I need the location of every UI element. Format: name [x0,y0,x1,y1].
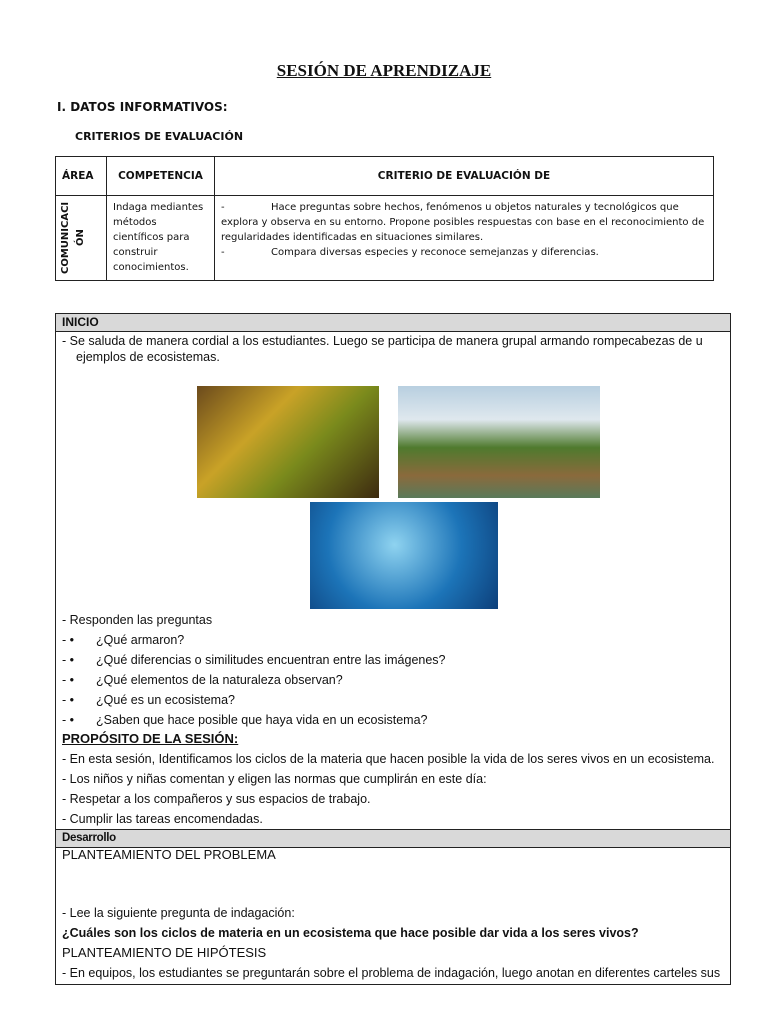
header-criterio: CRITERIO DE EVALUACIÓN DE [215,157,714,196]
question-item: ¿Qué armaron? [96,633,185,647]
responden-text: - Responden las preguntas [62,613,213,627]
hipotesis-text: - En equipos, los estudiantes se preguntarán sobre el problema de indagación, luego anotan en diferentes carteles sus [62,966,721,980]
evaluation-table [55,156,714,281]
header-area: ÁREA [56,157,107,196]
section-heading: I. DATOS INFORMATIVOS: [57,100,228,114]
savanna-ecosystem-image [398,386,600,498]
bullet: - • [62,633,75,647]
page-title: SESIÓN DE APRENDIZAJE [276,61,492,80]
question-item: ¿Qué elementos de la naturaleza observan? [96,673,343,687]
question-item: ¿Qué es un ecosistema? [96,693,235,707]
question-item: ¿Saben que hace posible que haya vida en un ecosistema? [96,713,428,727]
inquiry-question: ¿Cuáles son los ciclos de materia en un ecosistema que hace posible dar vida a los seres vivos? [62,926,639,940]
area-cell: COMUNICACIÓN [60,201,86,275]
proposito-title: PROPÓSITO DE LA SESIÓN: [62,731,239,746]
competencia-cell: Indaga mediantes métodos científicos para construir conocimientos. [107,196,215,281]
inicio-header: INICIO [56,314,730,332]
marine-ecosystem-image [310,502,498,609]
forest-ecosystem-image [197,386,379,498]
bullet: - • [62,653,75,667]
problema-title: PLANTEAMIENTO DEL PROBLEMA [62,847,276,862]
proposito-item: - En esta sesión, Identificamos los ciclos de la materia que hacen posible la vida de los seres vivos en un ecosistema. [62,752,715,766]
proposito-item: - Los niños y niñas comentan y eligen las normas que cumplirán en este día: [62,772,487,786]
session-box [55,313,731,985]
criterio-item: Compara diversas especies y reconoce semejanzas y diferencias. [271,247,599,258]
bullet: - • [62,713,75,727]
criterio-cell: - Hace preguntas sobre hechos, fenómenos u objetos naturales y tecnológicos que explora y observa en su entorno. Propone posibles respuestas con base en el reconocimiento de regularidades identificadas en situaciones similares. - Compara diversas especies y reconoce semejanzas y diferencias. [215,196,714,281]
lee-text: - Lee la siguiente pregunta de indagación: [62,906,295,920]
desarrollo-header: Desarrollo [56,829,730,848]
bullet: - • [62,673,75,687]
criteria-heading: CRITERIOS DE EVALUACIÓN [75,130,244,143]
proposito-item: - Cumplir las tareas encomendadas. [62,812,263,826]
table-header-row [56,157,714,196]
criterio-item: Hace preguntas sobre hechos, fenómenos u objetos naturales y tecnológicos que explora y observa en su entorno. Propone posibles respuestas con base en el reconocimiento de regularidades identificadas en situaciones similares. [221,202,705,243]
table-row [56,196,714,281]
hipotesis-title: PLANTEAMIENTO DE HIPÓTESIS [62,945,267,960]
header-competencia: COMPETENCIA [107,157,215,196]
bullet: - • [62,693,75,707]
intro-text: - Se saluda de manera cordial a los estudiantes. Luego se participa de manera grupal armando rompecabezas de u ejemplos de ecosistemas. [62,334,703,364]
question-item: ¿Qué diferencias o similitudes encuentran entre las imágenes? [96,653,446,667]
proposito-item: - Respetar a los compañeros y sus espacios de trabajo. [62,792,371,806]
